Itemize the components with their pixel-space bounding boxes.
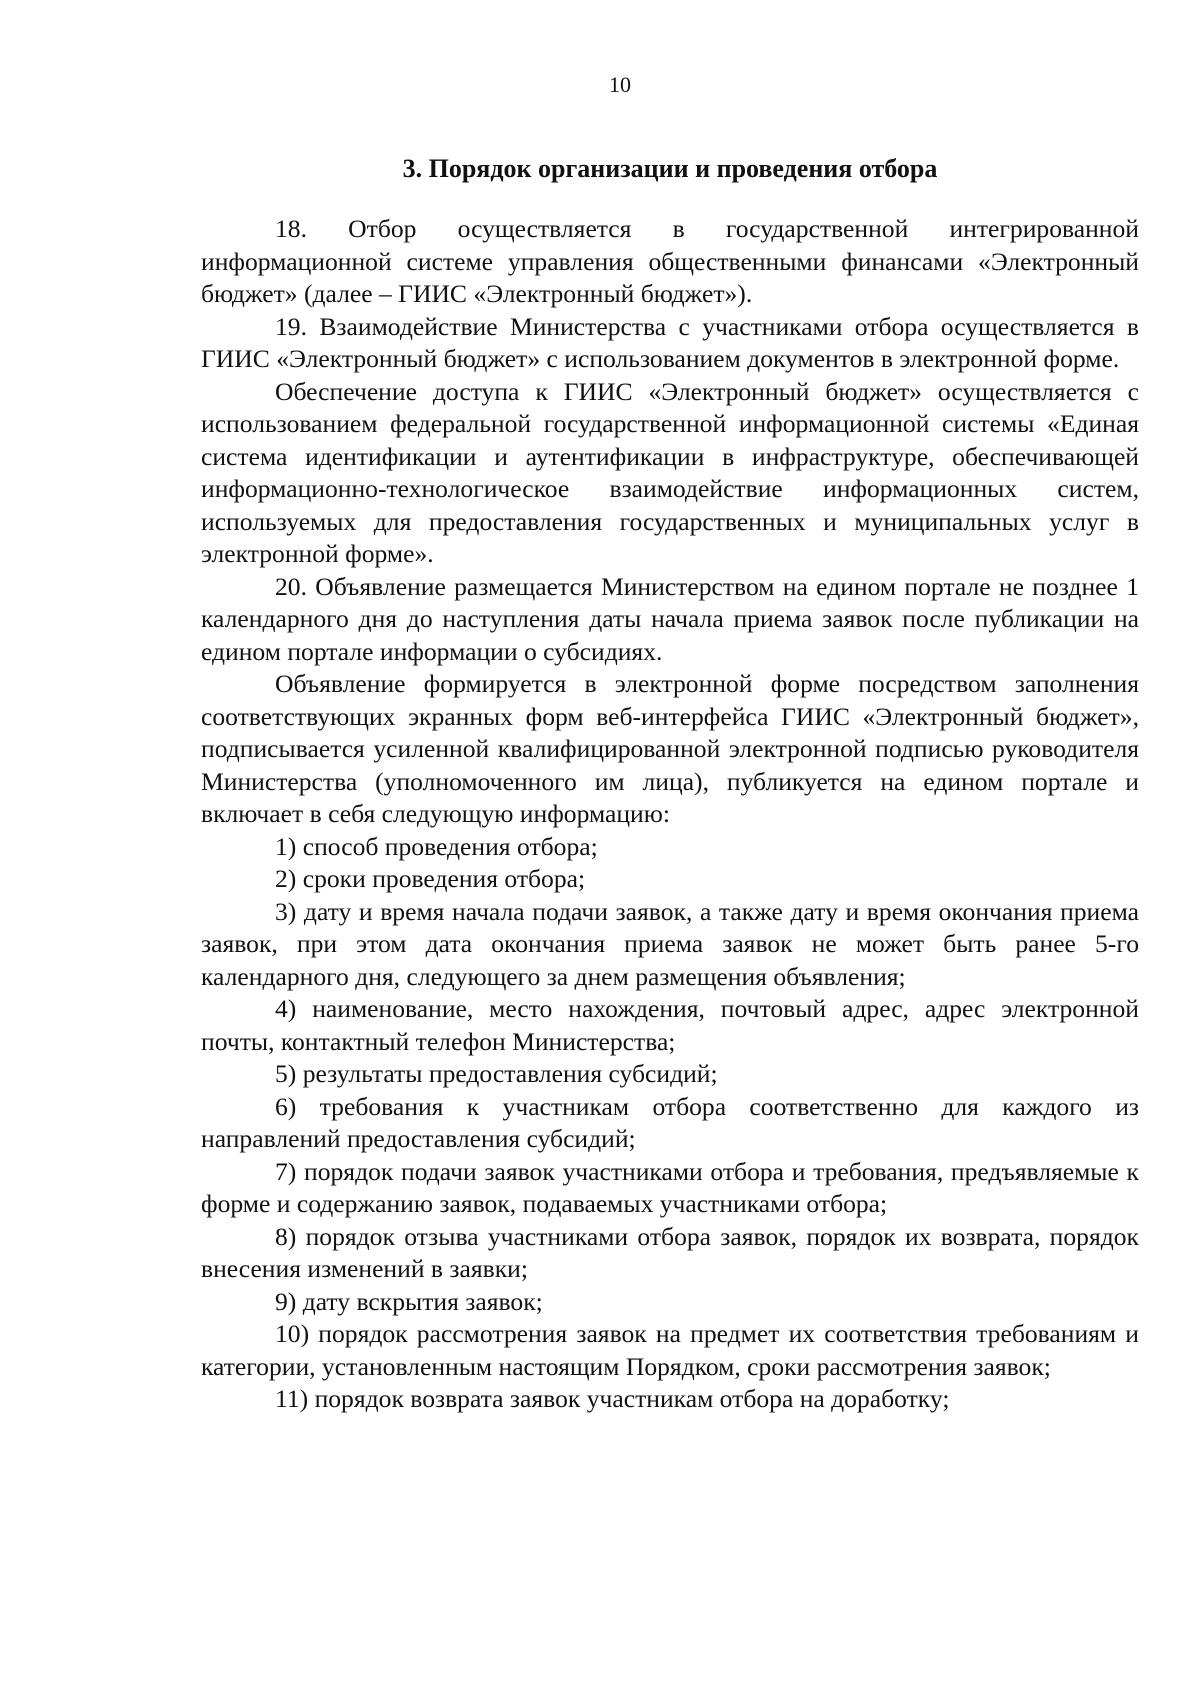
paragraph-giis-access: Обеспечение доступа к ГИИС «Электронный бюджет» осуществляется с использованием федеральной государственной информационной системы «Единая система идентификации и аутентификации в инфраструктуре, обеспечивающей информационно-технологическое взаимодействие информационных систем, используемых для предоставления государственных и муниципальных услуг в электронной форме». xyxy=(201,376,1139,568)
paragraph-19: 19. Взаимодействие Министерства с участниками отбора осуществляется в ГИИС «Электронный бюджет» с использованием документов в электронной форме. xyxy=(201,311,1139,373)
document-body xyxy=(201,213,1139,1416)
list-item-10: 10) порядок рассмотрения заявок на предмет их соответствия требованиям и категории, установленным настоящим Порядком, сроки рассмотрения заявок; xyxy=(201,1319,1139,1381)
list-item-1: 1) способ проведения отбора; xyxy=(275,831,598,861)
page-number: 10 xyxy=(609,72,631,97)
list-item-7: 7) порядок подачи заявок участниками отбора и требования, предъявляемые к форме и содержанию заявок, подаваемых участниками отбора; xyxy=(201,1156,1139,1218)
section-title: 3. Порядок организации и проведения отбора xyxy=(402,154,938,183)
list-item-4: 4) наименование, место нахождения, почтовый адрес, адрес электронной почты, контактный телефон Министерства; xyxy=(201,994,1139,1056)
list-item-2: 2) сроки проведения отбора; xyxy=(275,864,586,893)
list-item-3: 3) дату и время начала подачи заявок, а также дату и время окончания приема заявок, при этом дата окончания приема заявок не может быть ранее 5-го календарного дня, следующего за днем размещения объявления; xyxy=(201,896,1139,991)
paragraph-announcement: Объявление формируется в электронной форме посредством заполнения соответствующих экранных форм веб-интерфейса ГИИС «Электронный бюджет», подписывается усиленной квалифицированной электронной подписью руководителя Министерства (уполномоченного им лица), публикуется на едином портале и включает в себя следующую информацию: xyxy=(201,669,1139,828)
list-item-5: 5) результаты предоставления субсидий; xyxy=(275,1059,718,1088)
list-item-11: 11) порядок возврата заявок участникам отбора на доработку; xyxy=(275,1384,950,1413)
list-item-9: 9) дату вскрытия заявок; xyxy=(275,1286,543,1316)
paragraph-20: 20. Объявление размещается Министерством на едином портале не позднее 1 календарного дня до наступления даты начала приема заявок после публикации на едином портале информации о субсидиях. xyxy=(201,571,1139,666)
paragraph-18: 18. Отбор осуществляется в государственной интегрированной информационной системе управления общественными финансами «Электронный бюджет» (далее – ГИИС «Электронный бюджет»). xyxy=(201,214,1139,308)
list-item-8: 8) порядок отзыва участниками отбора заявок, порядок их возврата, порядок внесения изменений в заявки; xyxy=(201,1221,1139,1283)
list-item-6: 6) требования к участникам отбора соответственно для каждого из направлений предоставления субсидий; xyxy=(201,1091,1139,1153)
